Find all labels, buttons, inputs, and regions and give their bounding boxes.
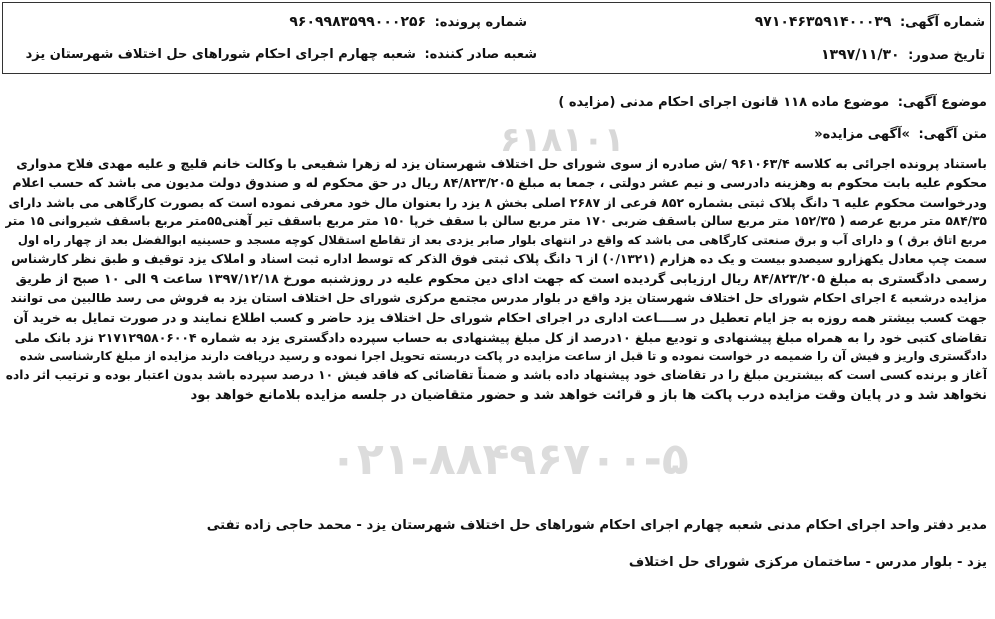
signature-line: مدیر دفتر واحد اجرای احکام مدنی شعبه چهارم اجرای احکام شوراهای حل اختلاف شهرستان یزد - محمد حاجی زاده تفتی [206,518,987,533]
watermark-phone: ۰۲۱-۸۸۴۹۶۷۰۰-۵ [330,434,689,485]
body-line: جهت کسب بیشتر همه روزه به جز ایام تعطیل در ســــاعت اداری در اجرای احکام شورای حل اختلاف یزد حاضر و کسب اطلاع نمایند و در صورت تمایل به خرید آن [13,310,987,326]
body-line: دادگستری واریز و فیش آن را ضمیمه در خواست نموده و تا قبل از ساعت مزایده در پاکت دربسته تحویل اجرا نموده و رسید دریافت دارند مزایده از مبلغ کارشناسی شده [19,348,987,363]
issue-date-field [821,47,985,63]
issuer-label: شعبه صادر کننده: [424,47,537,62]
ad-number-label: شماره آگهی: [899,15,985,30]
issuer-value: شعبه چهارم اجرای احکام شوراهای حل اختلاف شهرستان یزد [25,47,416,62]
text-heading-field [814,127,987,142]
header-box [2,2,991,74]
body-line: محکوم علیه بابت محکوم به وهزینه دادرسی و نیم عشر دولتی ، جمعا به مبلغ ۸۴/۸۲۳/۲۰۵ ریال در حق محکوم له و صندوق دولت مدیون می باشد که حسب اعلام [12,175,987,191]
body-line: ۵۸۴/۳۵ متر مربع عرصه ( ۱۵۲/۳۵ متر مربع سالن باسقف ضربی ۱۷۰ متر مربع سالن با سقف خرپا ۱۵۰ متر مربع باسقف تیر آهنی۵۵متر مربع باسقف شیروانی ۱۵ متر [5,213,987,228]
address-line: یزد - بلوار مدرس - ساختمان مرکزی شورای حل اختلاف [628,555,987,570]
text-heading-value: »آگهی مزایده« [814,127,910,142]
case-number-field [289,14,527,30]
text-heading-label: متن آگهی: [918,127,987,142]
body-line: مزایده درشعبه ٤ اجرای احکام شورای حل اختلاف شهرستان یزد واقع در بلوار مدرس مجتمع مرکزی شورای حل اختلاف استان یزد به فروش می رسد طالبین می توانند [10,291,987,306]
issue-date-label: تاریخ صدور: [908,48,985,63]
subject-label: موضوع آگهی: [897,95,987,110]
body-line: رسمی دادگستری به مبلغ ۸۴/۸۲۳/۲۰۵ ریال ارزیابی گردیده است که جهت ادای دین محکوم علیه در روزشنبه مورخ ۱۳۹۷/۱۲/۱۸ ساعت ۹ الی ۱۰ صبح از طریق [15,271,987,287]
body-line: ودرخواست محکوم علیه ٦ دانگ پلاک ثبتی بشماره ۸۵۲ فرعی از ۲۶۸۷ اصلی بخش ۸ یزد را بعنوان مال خود معرفی نموده است که بصورت کارگاهی می باشد دارای [8,194,987,210]
ad-body [5,154,987,405]
ad-number-field [755,14,985,30]
body-line: باستناد پرونده اجرائی به کلاسه ۹۶۱۰۶۳/۴ /ش صادره از سوی شورای حل اختلاف شهرستان یزد له زهرا شفیعی با وکالت خانم قلیچ و علیه مهدی فلاح مدواری [16,156,987,171]
subject-field [558,95,987,110]
issue-date-value: ۱۳۹۷/۱۱/۳۰ [821,47,900,63]
ad-number-value: ۹۷۱۰۴۶۳۵۹۱۴۰۰۰۳۹ [754,14,892,30]
case-number-label: شماره پرونده: [434,15,527,30]
subject-value: موضوع ماده ۱۱۸ قانون اجرای احکام مدنی (مزایده ) [558,95,890,110]
body-line: سمت چپ معادل یکهزارو سیصدو بیست و یک ده هزارم (۰/۱۳۲۱) از ٦ دانگ پلاک ثبتی فوق الذکر که توسط اداره ثبت اسناد و املاک یزد توقیف و طبق نظر کارشناس [11,252,987,267]
body-line: تقاضای کتبی خود را به همراه مبلغ پیشنهادی و تودیع مبلغ ۱۰درصد از کل مبلغ پیشنهادی به حساب سپرده دادگستری یزد به شماره ۲۱۷۱۲۹۵۸۰۶۰۰۴ نزد بانک ملی [14,329,987,345]
body-line: مربع اتاق برق ) و دارای آب و برق صنعتی کارگاهی می باشد که واقع در انتهای بلوار صابر یزدی بعد از تقاطع استقلال کوچه مسجد و حسینیه ابوالفضل بعد از چهار راه اول [17,233,987,248]
body-line: آغاز و برنده کسی است که بیشترین مبلغ را در تقاضای خود پیشنهاد داده باشد و ضمناً تقاضائی که فاقد فیش ۱۰ درصد سپرده باشد بدون اعتبار بوده و ترتیب اثر داده [5,368,987,383]
issuer-field [26,47,537,62]
body-line: نخواهد شد و در پایان وقت مزایده درب پاکت ها باز و قرائت خواهد شد و حضور متقاضیان در جلسه مزایده بلامانع خواهد بود [190,387,987,403]
case-number-value: ۹۶۰۹۹۸۳۵۹۹۰۰۰۲۵۶ [289,14,427,30]
watermark-number: ۶۱۸۱۰۱ [500,120,625,160]
